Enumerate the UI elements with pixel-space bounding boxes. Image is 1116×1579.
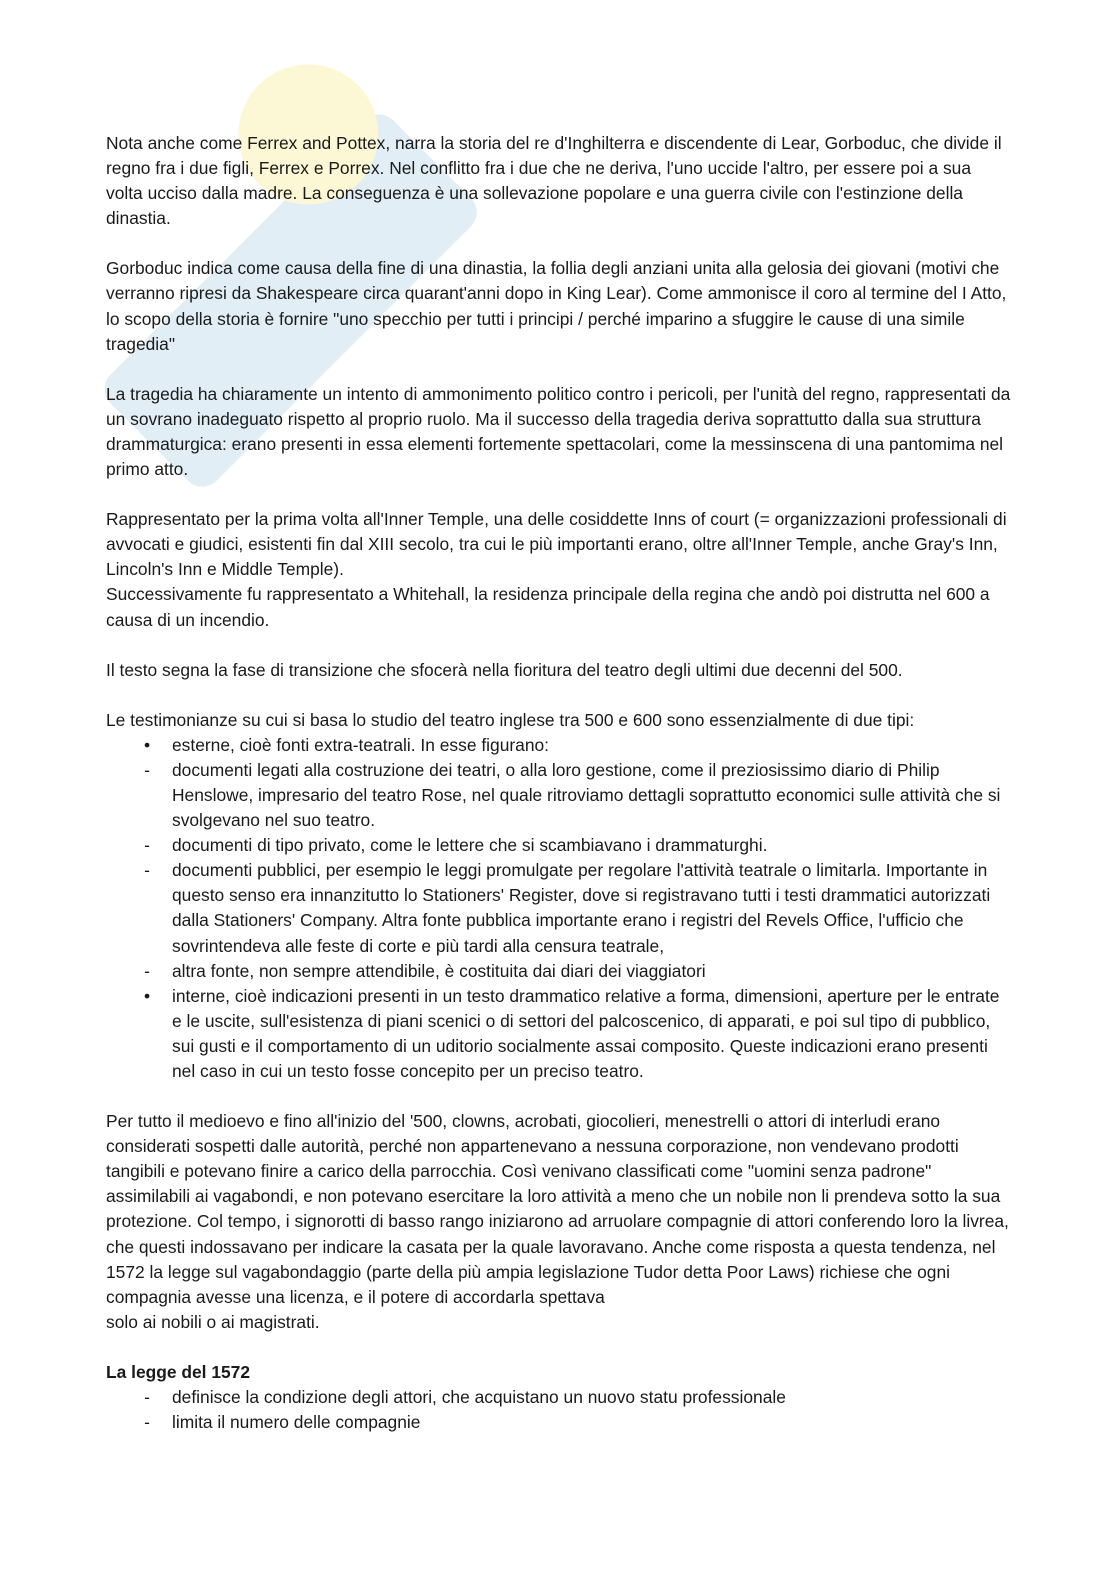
paragraph-whitehall: Successivamente fu rappresentato a Whitehall, la residenza principale della regina che andò poi distrutta nel 600 a causa di un incendio. <box>106 584 990 630</box>
document-page <box>106 131 1011 1435</box>
list-item <box>106 1385 1011 1410</box>
list-item <box>106 984 1011 1084</box>
paragraph-tragedy-intent: La tragedia ha chiaramente un intento di ammonimento politico contro i pericoli, per l'unità del regno, rappresentati da un sovrano inadeguato rispetto al proprio ruolo. Ma il successo della tragedia deriva soprattutto dalla sua struttura drammaturgica: erano presenti in essa elementi fortemente spettacolari, come la messinscena di una pantomima nel primo atto. <box>106 383 1011 480</box>
section-heading-law-1572: La legge del 1572 <box>106 1361 251 1382</box>
paragraph-actors-status: Per tutto il medioevo e fino all'inizio del '500, clowns, acrobati, giocolieri, menestrelli o attori di interludi erano considerati sospetti dalle autorità, perché non appartenevano a nessuna corporazione, non vendevano prodotti tangibili e potevano finire a carico della parrocchia. Così venivano classificati come "uomini senza padrone" assimilabili ai vagabondi, e non potevano esercitare la loro attività a meno che un nobile non li prendeva sotto la sua protezione. Col tempo, i signorotti di basso rango iniziarono ad arruolare compagnie di attori conferendo loro la livrea, che questi indossavano per indicare la casata per la quale lavoravano. Anche come risposta a questa tendenza, nel 1572 la legge sul vagabondaggio (parte della più ampia legislazione Tudor detta Poor Laws) richiese che ogni compagnia avesse una licenza, e il potere di accordarla spettava <box>106 1111 1009 1307</box>
paragraph-inner-temple: Rappresentato per la prima volta all'Inner Temple, una delle cosiddette Inns of court (= organizzazioni professionali di avvocati e giudici, esistenti fin dal XIII secolo, tra cui le più importanti erano, oltre all'Inner Temple, anche Gray's Inn, Lincoln's Inn e Middle Temple). <box>106 509 1007 580</box>
list-item <box>106 758 1011 833</box>
bullet-marker: • <box>143 734 151 755</box>
dash-marker: - <box>144 759 150 780</box>
paragraph-gorboduc-causes: Gorboduc indica come causa della fine di una dinastia, la follia degli anziani unita alla gelosia dei giovani (motivi che verranno ripresi da Shakespeare circa quarant'anni dopo in King Lear). Come ammonisce il coro al termine del I Atto, lo scopo della storia è fornire "uno specchio per tutti i principi / perché imparino a sfuggire le cause di una simile tragedia" <box>106 258 1007 354</box>
list-item-text: limita il numero delle compagnie <box>172 1412 421 1433</box>
list-item-text: documenti pubblici, per esempio le leggi promulgate per regolare l'attività teatrale o limitarla. Importante in questo senso era innanzitutto lo Stationers' Register, dove si registravano tutti i testi drammatici autorizzati dalla Stationers' Company. Altra fonte pubblica importante erano i registri del Revels Office, l'ufficio che sovrintendeva alle feste di corte e più tardi alla censura teatrale, <box>172 860 991 956</box>
dash-marker: - <box>144 860 150 881</box>
paragraph-actors-status-end: solo ai nobili o ai magistrati. <box>106 1311 320 1332</box>
list-item-text: interne, cioè indicazioni presenti in un testo drammatico relative a forma, dimensioni, aperture per le entrate e le uscite, sull'esistenza di piani scenici o di settori del palcoscenico, di apparati, e poi sul tipo di pubblico, sui gusti e il comportamento di un uditorio socialmente assai composito. Queste indicazioni erano presenti nel caso in cui un testo fosse concepito per un preciso teatro. <box>172 985 1000 1081</box>
dash-marker: - <box>144 1387 150 1408</box>
paragraph-sources-intro: Le testimonianze su cui si basa lo studio del teatro inglese tra 500 e 600 sono essenzialmente di due tipi: <box>106 709 915 730</box>
list-item <box>106 858 1011 958</box>
list-item <box>106 833 1011 858</box>
list-item <box>106 733 1011 758</box>
dash-marker: - <box>144 835 150 856</box>
paragraph-transition: Il testo segna la fase di transizione che sfocerà nella fioritura del teatro degli ultimi due decenni del 500. <box>106 659 903 680</box>
list-item <box>106 959 1011 984</box>
dash-marker: - <box>144 1412 150 1433</box>
dash-marker: - <box>144 960 150 981</box>
paragraph-gorboduc-plot: Nota anche come Ferrex and Pottex, narra la storia del re d'Inghilterra e discendente di Lear, Gorboduc, che divide il regno fra i due figli, Ferrex e Porrex. Nel conflitto fra i due che ne deriva, l'uno uccide l'altro, per essere poi a sua volta ucciso dalla madre. La conseguenza è una sollevazione popolare e una guerra civile con l'estinzione della dinastia. <box>106 133 1002 229</box>
list-item-text: altra fonte, non sempre attendibile, è costituita dai diari dei viaggiatori <box>172 960 706 981</box>
law-list <box>106 1385 1011 1435</box>
list-item-text: documenti di tipo privato, come le lettere che si scambiavano i drammaturghi. <box>172 835 768 856</box>
list-item-text: esterne, cioè fonti extra-teatrali. In esse figurano: <box>172 734 549 755</box>
list-item <box>106 1410 1011 1435</box>
sources-list <box>106 733 1011 1084</box>
list-item-text: documenti legati alla costruzione dei teatri, o alla loro gestione, come il preziosissimo diario di Philip Henslowe, impresario del teatro Rose, nel quale ritroviamo dettagli soprattutto economici sulle attività che si svolgevano nel suo teatro. <box>172 759 1001 831</box>
bullet-marker: • <box>143 985 151 1006</box>
list-item-text: definisce la condizione degli attori, che acquistano un nuovo statu professionale <box>172 1387 786 1408</box>
